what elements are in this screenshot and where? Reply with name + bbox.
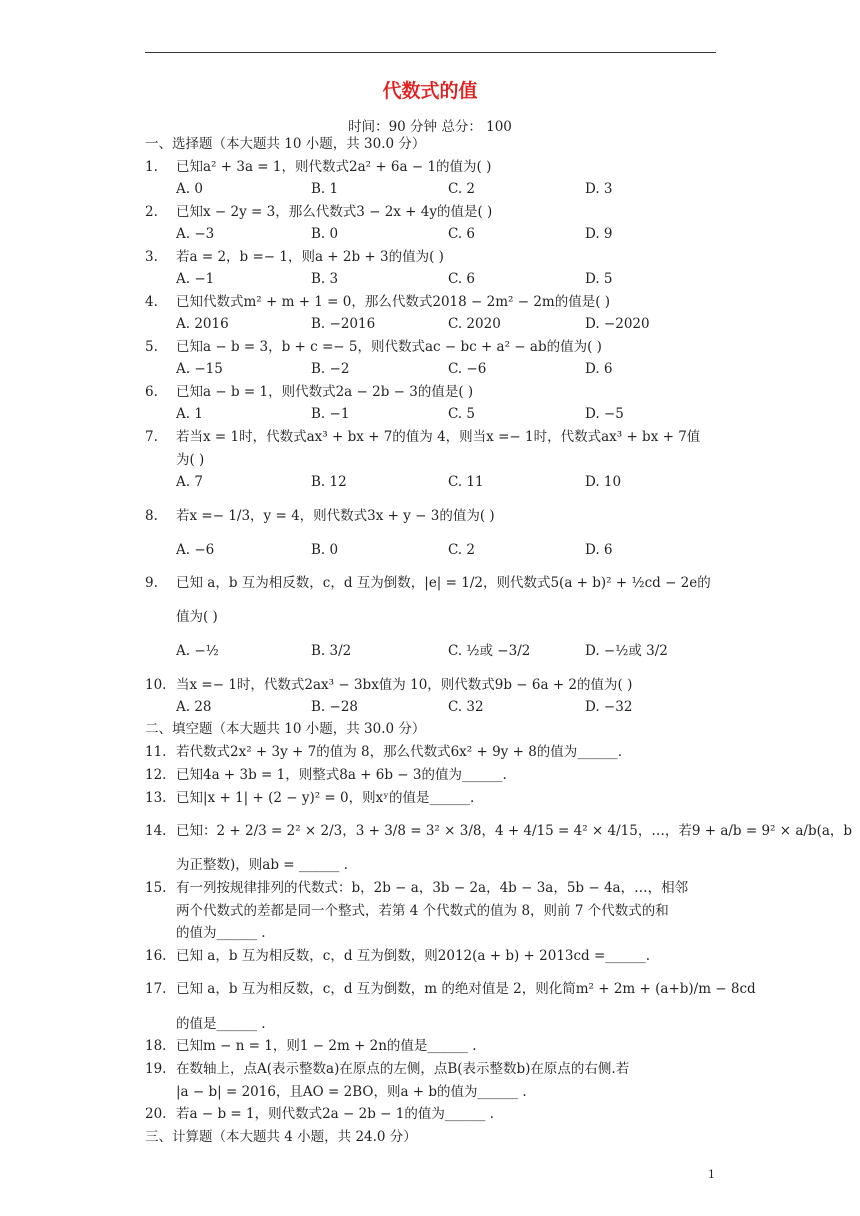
- question-text: 若a = 2，b =− 1，则a + 2b + 3的值为( ): [176, 249, 444, 265]
- question-text-cont: 两个代数式的差都是同一个整式，若第 4 个代数式的值为 8，则前 7 个代数式的和: [176, 903, 669, 919]
- option-d: D. −½或 3/2: [585, 643, 668, 659]
- option-a: A. −15: [176, 361, 223, 377]
- question-number: 4.: [145, 294, 158, 310]
- header-rule: [145, 52, 716, 53]
- option-c: C. 11: [448, 474, 484, 490]
- question-text-cont: 为( ): [176, 452, 205, 468]
- option-a: A. 0: [176, 181, 203, 197]
- question-text: 若x =− 1/3，y = 4，则代数式3x + y − 3的值为( ): [176, 508, 495, 524]
- question-text-cont: 的值是______ .: [176, 1016, 266, 1032]
- page-title: 代数式的值: [382, 80, 478, 102]
- option-b: B. −1: [311, 406, 350, 422]
- option-c: C. 2: [448, 181, 476, 197]
- question-text: 已知|x + 1| + (2 − y)² = 0，则xʸ的值是______.: [176, 790, 475, 806]
- question-text-cont: 值为( ): [176, 609, 218, 625]
- option-d: D. 5: [585, 271, 613, 287]
- option-c: C. 32: [448, 699, 484, 715]
- question-number: 19.: [145, 1061, 167, 1077]
- option-c: C. 6: [448, 271, 476, 287]
- section-heading-choice: 一、选择题（本大题共 10 小题，共 30.0 分）: [145, 136, 426, 152]
- option-b: B. −2016: [311, 316, 376, 332]
- page-number: 1: [708, 1168, 715, 1181]
- question-number: 15.: [145, 880, 167, 896]
- question-text: 已知m − n = 1，则1 − 2m + 2n的值是______ .: [176, 1038, 477, 1054]
- question-number: 12.: [145, 767, 167, 783]
- option-a: A. 2016: [176, 316, 229, 332]
- option-a: A. −½: [176, 643, 219, 659]
- question-text: 已知x − 2y = 3，那么代数式3 − 2x + 4y的值是( ): [176, 204, 493, 220]
- question-text-cont: 为正整数)，则ab = ______ .: [176, 857, 348, 873]
- option-b: B. 12: [311, 474, 347, 490]
- option-a: A. −6: [176, 542, 215, 558]
- option-a: A. 7: [176, 474, 203, 490]
- option-c: C. 2: [448, 542, 476, 558]
- question-text: 若代数式2x² + 3y + 7的值为 8，那么代数式6x² + 9y + 8的值为______.: [176, 744, 623, 760]
- question-text: 已知：2 + 2/3 = 2² × 2/3，3 + 3/8 = 3² × 3/8，4 + 4/15 = 4² × 4/15，…，若9 + a/b = 9² × a/b(a，b: [176, 823, 853, 839]
- option-a: A. −3: [176, 226, 215, 242]
- option-d: D. −2020: [585, 316, 650, 332]
- question-text: 已知4a + 3b = 1，则整式8a + 6b − 3的值为______.: [176, 767, 507, 783]
- question-text: 当x =− 1时，代数式2ax³ − 3bx值为 10，则代数式9b − 6a + 2的值为( ): [176, 677, 633, 693]
- option-b: B. −2: [311, 361, 350, 377]
- option-c: C. 2020: [448, 316, 501, 332]
- option-b: B. 1: [311, 181, 339, 197]
- option-d: D. −5: [585, 406, 624, 422]
- option-d: D. 6: [585, 361, 613, 377]
- question-number: 1.: [145, 159, 158, 175]
- option-b: B. 3/2: [311, 643, 352, 659]
- question-number: 14.: [145, 823, 167, 839]
- option-d: D. 6: [585, 542, 613, 558]
- question-text-cont: 的值为______ .: [176, 925, 266, 941]
- option-c: C. −6: [448, 361, 487, 377]
- option-a: A. 28: [176, 699, 212, 715]
- question-number: 7.: [145, 429, 158, 445]
- question-text: 已知代数式m² + m + 1 = 0，那么代数式2018 − 2m² − 2m的值是( ): [176, 294, 611, 310]
- option-d: D. 9: [585, 226, 613, 242]
- option-c: C. ½或 −3/2: [448, 643, 531, 659]
- question-text: 已知 a，b 互为相反数，c，d 互为倒数，|e| = 1/2，则代数式5(a + b)² + ½cd − 2e的: [176, 575, 711, 591]
- question-number: 5.: [145, 339, 158, 355]
- option-b: B. 0: [311, 226, 339, 242]
- option-b: B. 3: [311, 271, 339, 287]
- option-a: A. 1: [176, 406, 203, 422]
- section-heading-fill: 二、填空题（本大题共 10 小题，共 30.0 分）: [145, 721, 426, 737]
- question-text: 已知 a，b 互为相反数，c，d 互为倒数，m 的绝对值是 2，则化简m² + 2m + (a+b)/m − 8cd: [176, 981, 756, 997]
- option-c: C. 6: [448, 226, 476, 242]
- question-text: 若当x = 1时，代数式ax³ + bx + 7的值为 4，则当x =− 1时，代数式ax³ + bx + 7值: [176, 429, 701, 445]
- question-text: 已知 a，b 互为相反数，c，d 互为倒数，则2012(a + b) + 2013cd =______.: [176, 948, 651, 964]
- question-number: 11.: [145, 744, 167, 760]
- question-text: 已知a² + 3a = 1，则代数式2a² + 6a − 1的值为( ): [176, 159, 492, 175]
- option-d: D. 3: [585, 181, 613, 197]
- option-d: D. 10: [585, 474, 622, 490]
- section-heading-calc: 三、计算题（本大题共 4 小题，共 24.0 分）: [145, 1129, 417, 1145]
- option-d: D. −32: [585, 699, 633, 715]
- question-number: 3.: [145, 249, 158, 265]
- option-c: C. 5: [448, 406, 476, 422]
- question-text: 已知a − b = 1，则代数式2a − 2b − 3的值是( ): [176, 384, 474, 400]
- option-b: B. 0: [311, 542, 339, 558]
- option-a: A. −1: [176, 271, 215, 287]
- question-text: 若a − b = 1，则代数式2a − 2b − 1的值为______ .: [176, 1106, 494, 1122]
- question-text: 有一列按规律排列的代数式：b，2b − a，3b − 2a，4b − 3a，5b − 4a，…，相邻: [176, 880, 689, 896]
- question-number: 9.: [145, 575, 158, 591]
- question-number: 16.: [145, 948, 167, 964]
- question-number: 6.: [145, 384, 158, 400]
- question-number: 20.: [145, 1106, 167, 1122]
- question-number: 13.: [145, 790, 167, 806]
- question-number: 17.: [145, 981, 167, 997]
- question-number: 2.: [145, 204, 158, 220]
- option-b: B. −28: [311, 699, 358, 715]
- question-text: 在数轴上，点A(表示整数a)在原点的左侧，点B(表示整数b)在原点的右侧.若: [176, 1061, 630, 1077]
- question-number: 18.: [145, 1038, 167, 1054]
- question-number: 10.: [145, 677, 167, 693]
- question-text-cont: |a − b| = 2016，且AO = 2BO，则a + b的值为______ .: [176, 1084, 527, 1100]
- exam-meta: 时间：90 分钟 总分： 100: [348, 119, 512, 135]
- question-text: 已知a − b = 3，b + c =− 5，则代数式ac − bc + a² − ab的值为( ): [176, 339, 602, 355]
- question-number: 8.: [145, 508, 158, 524]
